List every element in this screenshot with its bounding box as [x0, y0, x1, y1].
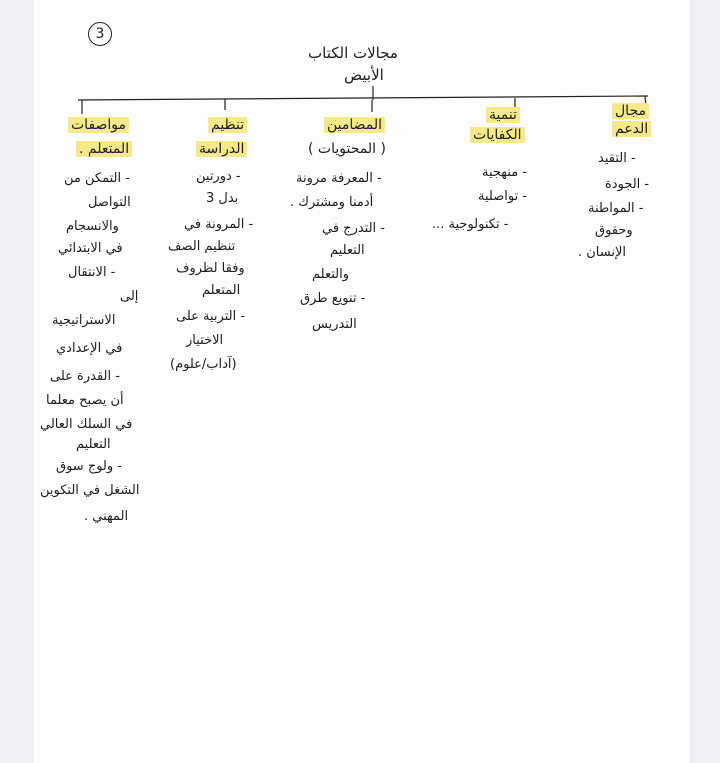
column-1-item: - التقيد [598, 151, 636, 166]
column-4-item: (آداب/علوم) [170, 357, 237, 372]
column-2-item: - منهجية [482, 165, 527, 180]
column-5-heading-line-1: مواصفات [68, 117, 129, 133]
column-5-heading-line-2: المتعلم . [76, 141, 132, 157]
column-5-item: التعليم [76, 437, 111, 452]
column-1-item: الإنسان . [578, 245, 627, 260]
column-3-item: - التدرج في [322, 221, 385, 236]
column-3-item: - تنويع طرق [300, 291, 366, 306]
column-5-item: - ولوج سوق [56, 459, 122, 474]
column-4-item: وفقا لظروف [176, 261, 245, 276]
column-4-heading-line-2: الدراسة [196, 141, 247, 157]
column-5-item: الشغل في التكوين [40, 483, 140, 498]
column-4-item: تنظيم الصف [168, 239, 236, 254]
column-4-item: المتعلم [202, 283, 241, 298]
column-2-heading-line-2: الكفايات [470, 127, 525, 143]
column-1-item: - المواطنة [588, 201, 644, 216]
column-1-heading-line-2: الدعم [612, 121, 651, 137]
column-5-item: في السلك العالي [40, 417, 133, 432]
column-4-item: الاختيار [186, 333, 224, 348]
column-3-heading-line-1: المضامين [324, 117, 385, 133]
column-3-item: أدمنا ومشترك . [290, 195, 374, 210]
column-3-item: - المعرفة مرونة [296, 171, 382, 186]
column-5-item: - الانتقال [68, 265, 116, 280]
page-number: 3 [88, 22, 112, 46]
column-3-item: التعليم [330, 243, 365, 258]
column-5-item: والانسجام [66, 219, 119, 234]
column-5-item: - القدرة على [50, 369, 120, 384]
column-4-item: - دورتين [196, 169, 241, 184]
column-5-item: التواصل [88, 195, 131, 210]
column-5-item: في الإعدادي [56, 341, 123, 356]
column-5-item: - التمكن من [64, 171, 130, 186]
column-4-heading-line-1: تنظيم [208, 117, 247, 133]
page-title: مجالات الكتاب [308, 44, 398, 62]
column-5-item: في الابتدائي [58, 241, 123, 256]
column-4-item: - المرونة في [184, 217, 254, 232]
column-2-item: - تواصلية [478, 189, 528, 204]
column-4-item: بدل 3 [206, 191, 239, 206]
column-5-item: الاستراتيجية [52, 313, 116, 328]
column-5-item: أن يصبح معلما [46, 393, 124, 408]
column-3-item: والتعلم [312, 267, 350, 282]
column-2-heading-line-1: تنمية [486, 107, 520, 123]
column-2-item: - تكنولوجية ... [432, 217, 509, 232]
page-subtitle: الأبيض [344, 66, 384, 84]
column-5-item: المهني . [84, 509, 129, 524]
column-3-heading-line-2: ( المحتويات ) [308, 141, 386, 157]
column-4-item: - التربية على [176, 309, 246, 324]
column-1-item: وحقوق [595, 223, 633, 238]
column-5-item: إلى [120, 289, 139, 304]
column-1-heading-line-1: مجال [612, 103, 649, 119]
column-1-item: - الجودة [605, 177, 650, 192]
column-3-item: التدريس [312, 317, 357, 332]
